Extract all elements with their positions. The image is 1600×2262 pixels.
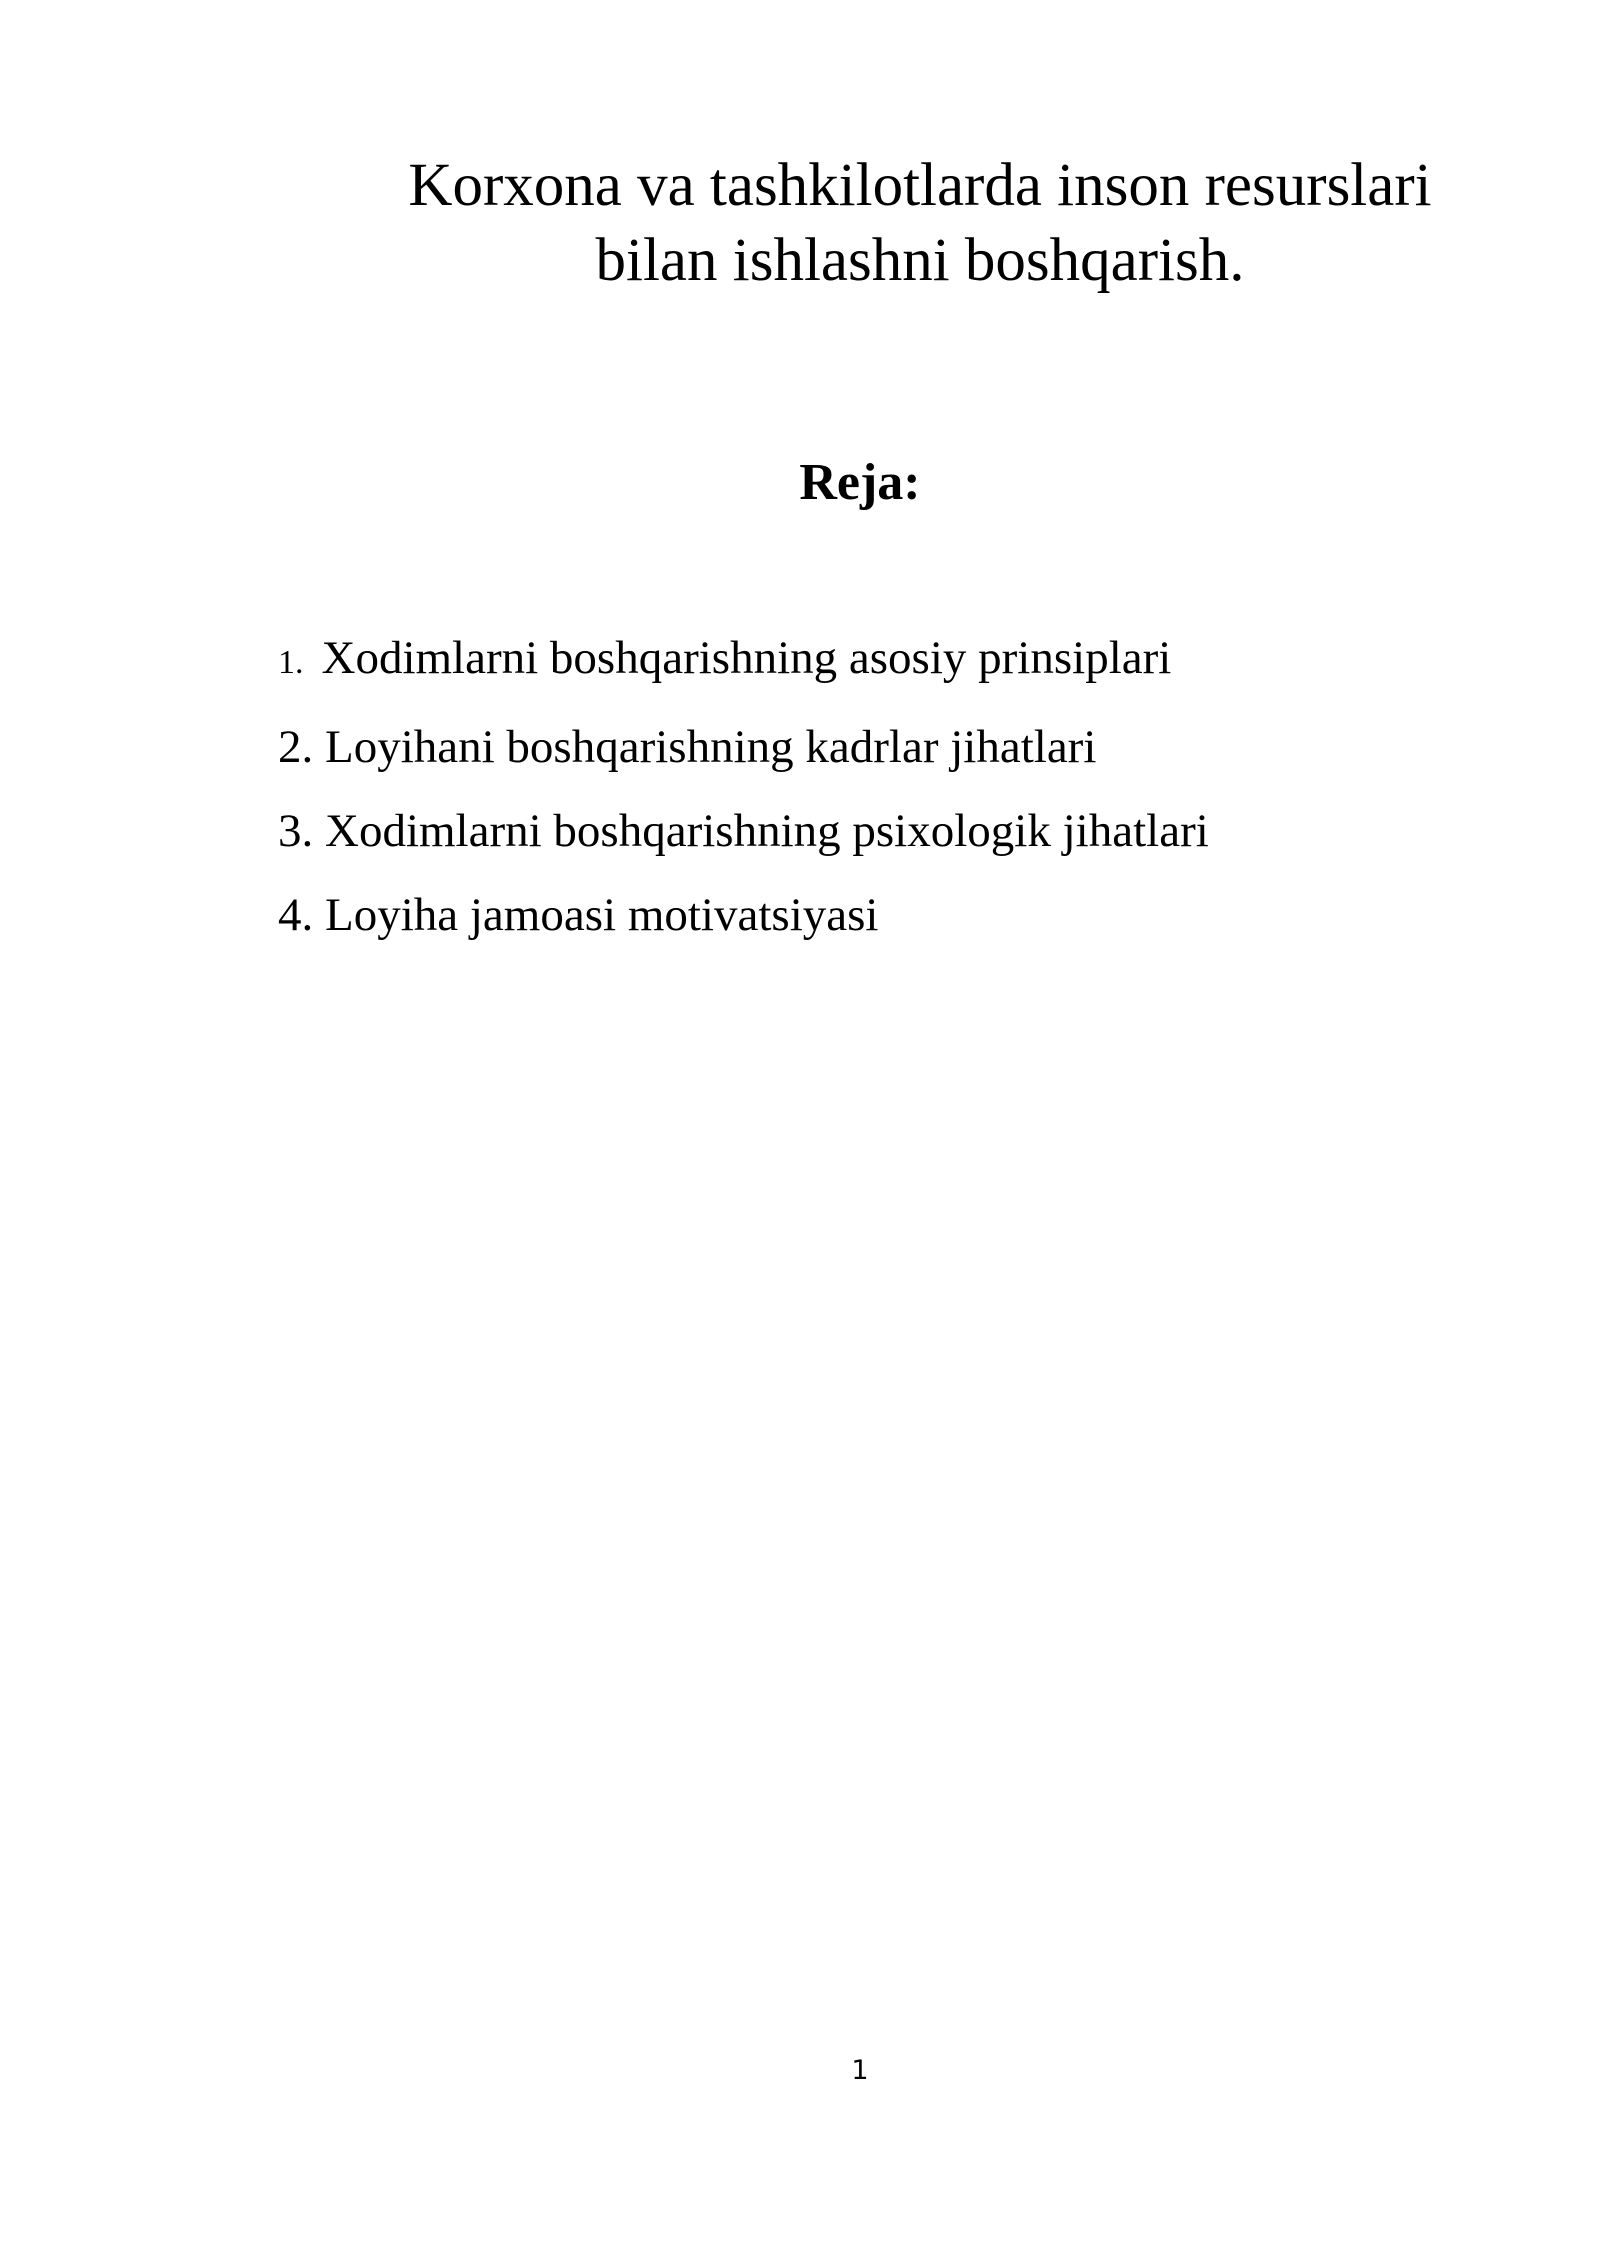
plan-item-2: [278, 705, 1209, 789]
plan-item-number: 2.: [278, 721, 314, 773]
plan-item-3: [278, 789, 1209, 873]
plan-item-1: [278, 616, 1209, 705]
plan-item-4: [278, 873, 1209, 957]
plan-item-number: 3.: [278, 805, 314, 857]
plan-item-text: Xodimlarni boshqarishning asosiy prinsiplari: [321, 632, 1172, 684]
document-title: [370, 150, 1470, 297]
plan-item-text: Loyiha jamoasi motivatsiyasi: [325, 889, 879, 941]
plan-item-number: 1.: [278, 644, 304, 681]
plan-heading: Reja:: [799, 454, 921, 511]
plan-item-number: 4.: [278, 889, 314, 941]
plan-item-text: Loyihani boshqarishning kadrlar jihatlari: [325, 721, 1097, 773]
plan-item-text: Xodimlarni boshqarishning psixologik jihatlari: [325, 805, 1209, 857]
title-line-2: bilan ishlashni boshqarish.: [595, 227, 1245, 294]
plan-list: [278, 616, 1209, 957]
title-line-1: Korxona va tashkilotlarda inson resurslari: [408, 152, 1432, 219]
page-number: 1: [851, 2055, 869, 2086]
